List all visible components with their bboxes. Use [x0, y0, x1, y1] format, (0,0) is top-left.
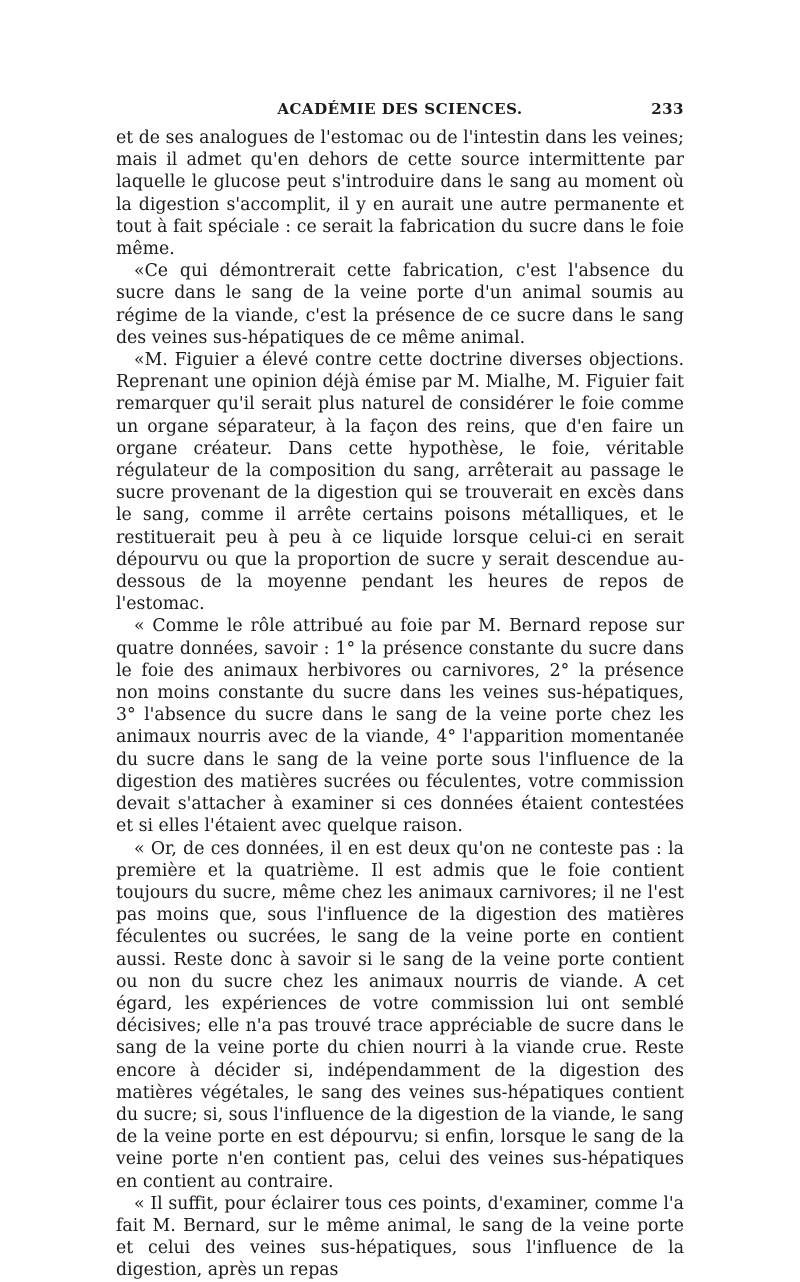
page-number: 233: [651, 100, 684, 118]
paragraph-examination: « Il suffit, pour éclairer tous ces points, d'examiner, comme l'a fait M. Bernard, sur le même animal, le sang de la veine porte et celui des veines sus-hépatiques, sous l'influence de la digestion, après un repas: [116, 1193, 684, 1281]
document-page: [116, 100, 684, 1282]
paragraph-four-data: « Comme le rôle attribué au foie par M. Bernard repose sur quatre données, savoir : 1° la présence constante du sucre dans le foie des animaux herbivores ou carnivores, 2° la présence non moins constante du sucre dans les veines sus-hépatiques, 3° l'absence du sucre dans le sang de la veine porte chez les animaux nourris avec de la viande, 4° l'apparition momentanée du sucre dans le sang de la veine porte sous l'influence de la digestion des matières sucrées ou féculentes, votre commission devait s'attacher à examiner si ces données étaient contestées et si elles l'étaient avec quelque raison.: [116, 616, 684, 837]
running-title: ACADÉMIE DES SCIENCES.: [277, 100, 523, 118]
paragraph-continuation: et de ses analogues de l'estomac ou de l'intestin dans les veines; mais il admet qu'en dehors de cette source intermittente par laquelle le glucose peut s'introduire dans le sang au moment où la digestion s'accomplit, il y en aurait une autre permanente et tout à fait spéciale : ce serait la fabrication du sucre dans le foie même.: [116, 128, 684, 260]
paragraph-figuier-objections: «M. Figuier a élevé contre cette doctrine diverses objections. Reprenant une opinion déjà émise par M. Mialhe, M. Figuier fait remarquer qu'il serait plus naturel de considérer le foie comme un organe séparateur, à la façon des reins, que d'en faire un organe créateur. Dans cette hypothèse, le foie, véritable régulateur de la composition du sang, arrêterait au passage le sucre provenant de la digestion qui se trouverait en excès dans le sang, comme il arrête certains poisons métalliques, et le restituerait peu à peu à ce liquide lorsque celui-ci en serait dépourvu ou que la proportion de sucre y serait descendue au-dessous de la moyenne pendant les heures de repos de l'estomac.: [116, 350, 684, 615]
body-text: [116, 127, 684, 1282]
paragraph-fabrication: «Ce qui démontrerait cette fabrication, c'est l'absence du sucre dans le sang de la veine porte d'un animal soumis au régime de la viande, c'est la présence de ce sucre dans le sang des veines sus-hépatiques de ce même animal.: [116, 261, 684, 348]
paragraph-uncontested-data: « Or, de ces données, il en est deux qu'on ne conteste pas : la première et la quatrième. Il est admis que le foie contient toujours du sucre, même chez les animaux carnivores; il ne l'est pas moins que, sous l'influence de la digestion des matières féculentes ou sucrées, le sang de la veine porte en contient aussi. Reste donc à savoir si le sang de la veine porte contient ou non du sucre chez les animaux nourris de viande. A cet égard, les expériences de votre commission lui ont semblé décisives; elle n'a pas trouvé trace appréciable de sucre dans le sang de la veine porte du chien nourri à la viande crue. Reste encore à décider si, indépendamment de la digestion des matières végétales, le sang des veines sus-hépatiques contient du sucre; si, sous l'influence de la digestion de la viande, le sang de la veine porte en est dépourvu; si enfin, lorsque le sang de la veine porte n'en contient pas, celui des veines sus-hépatiques en contient au contraire.: [116, 838, 684, 1192]
running-head: [116, 100, 684, 124]
